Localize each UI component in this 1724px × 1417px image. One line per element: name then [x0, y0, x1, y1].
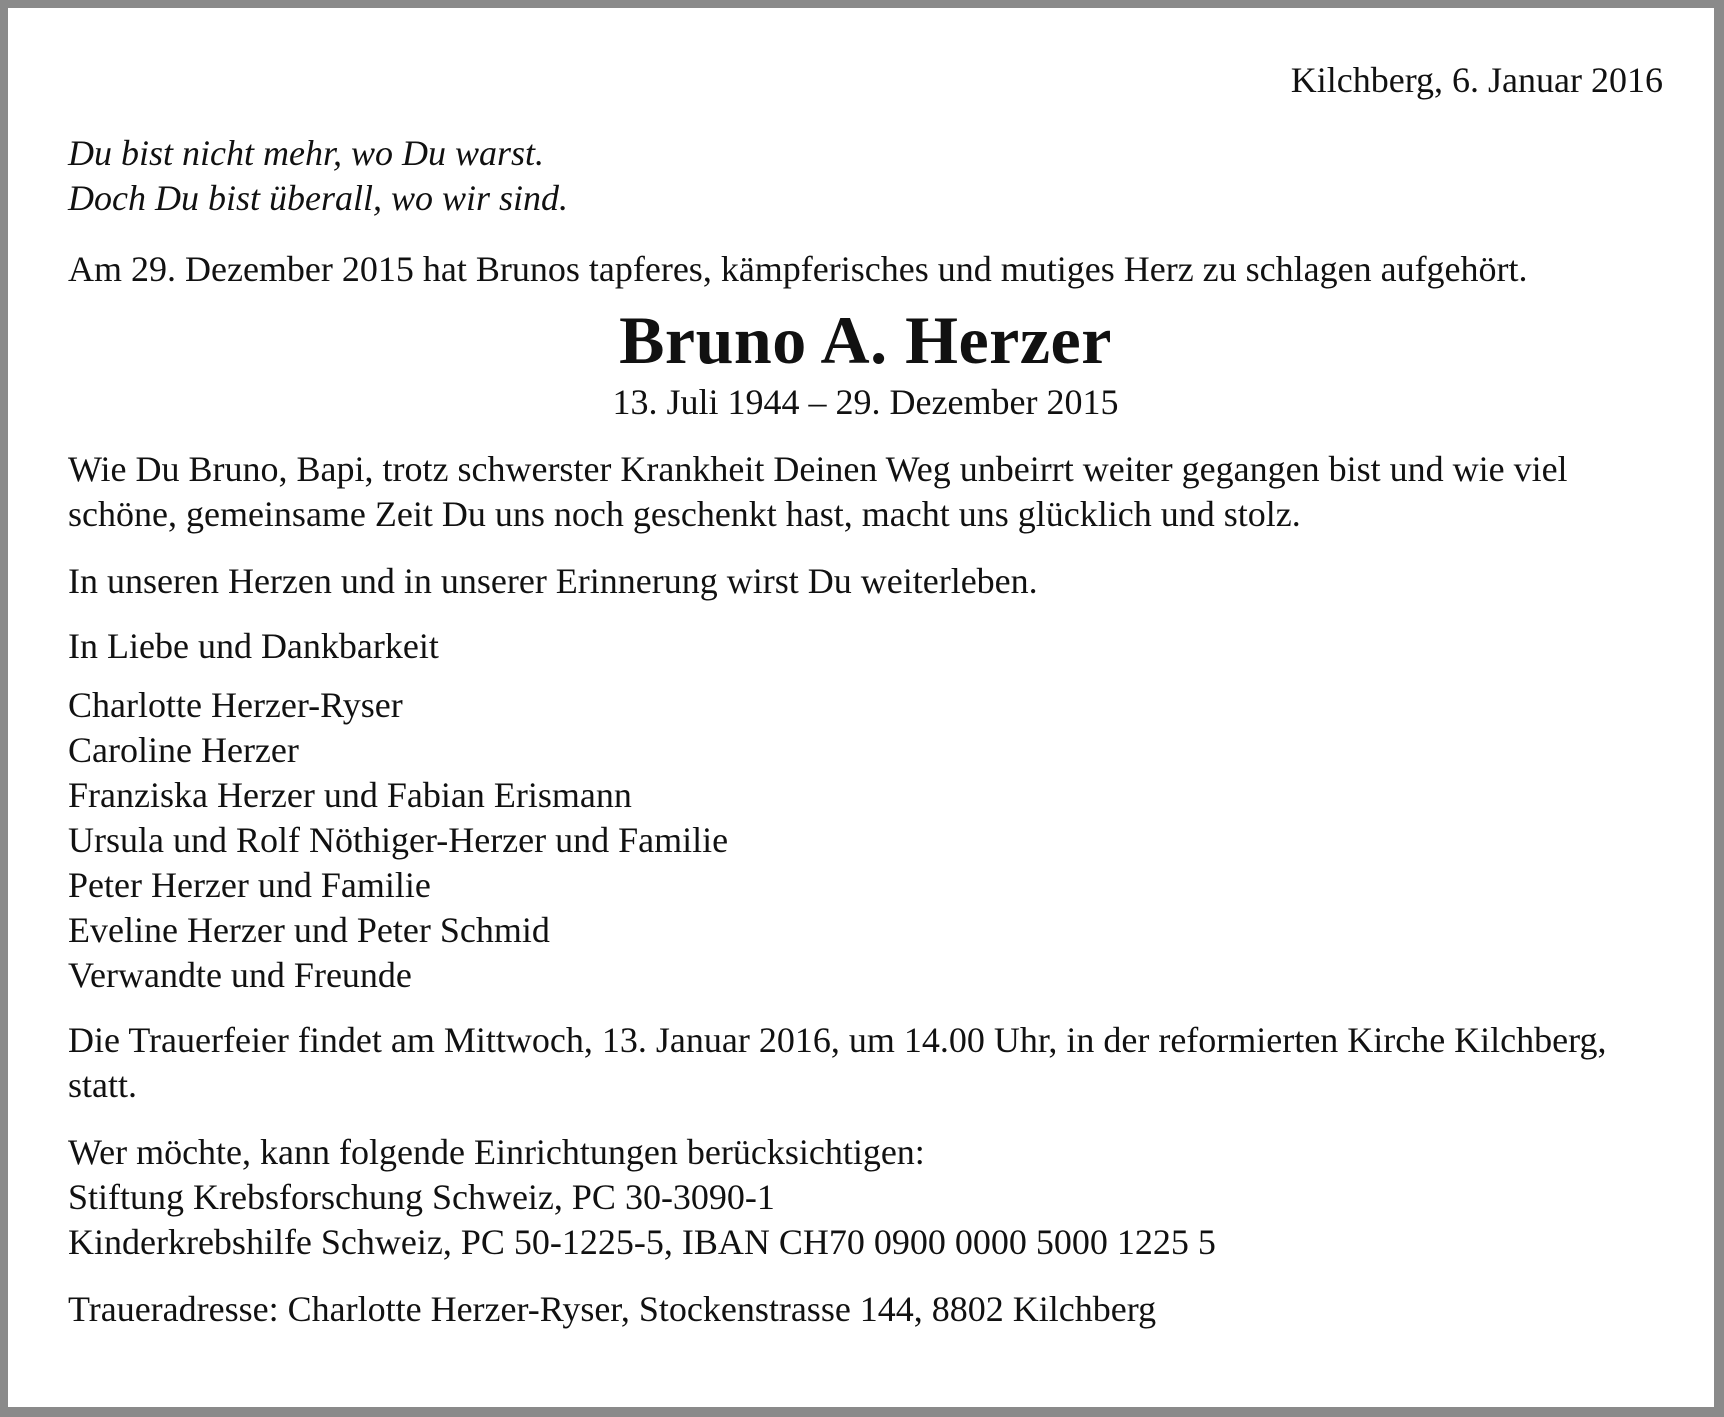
mourning-address: Traueradresse: Charlotte Herzer-Ryser, Stockenstrasse 144, 8802 Kilchberg	[68, 1289, 1157, 1329]
signer: Verwandte und Freunde	[68, 955, 412, 995]
signers-list	[68, 683, 1663, 998]
obituary-notice	[8, 8, 1714, 1407]
signer: Ursula und Rolf Nöthiger-Herzer und Familie	[68, 820, 729, 860]
quote-line-1: Du bist nicht mehr, wo Du warst.	[68, 133, 545, 173]
donations-intro: Wer möchte, kann folgende Einrichtungen berücksichtigen:	[68, 1132, 925, 1172]
death-announcement: Am 29. Dezember 2015 hat Brunos tapferes, kämpferisches und mutiges Herz zu schlagen aufgehört.	[68, 249, 1528, 289]
memorial-quote	[68, 131, 1663, 221]
signer: Eveline Herzer und Peter Schmid	[68, 910, 550, 950]
signer: Charlotte Herzer-Ryser	[68, 685, 403, 725]
memory-paragraph: In unseren Herzen und in unserer Erinnerung wirst Du weiterleben.	[68, 561, 1038, 601]
signer: Caroline Herzer	[68, 730, 299, 770]
ceremony-info: Die Trauerfeier findet am Mittwoch, 13. Januar 2016, um 14.00 Uhr, in der reformierten Kirche Kilchberg, statt.	[68, 1020, 1607, 1105]
place-date: Kilchberg, 6. Januar 2016	[1290, 60, 1663, 100]
deceased-name: Bruno A. Herzer	[619, 302, 1112, 378]
notice-content	[68, 58, 1663, 1332]
quote-line-2: Doch Du bist überall, wo wir sind.	[68, 178, 569, 218]
donation-line: Stiftung Krebsforschung Schweiz, PC 30-3090-1	[68, 1177, 775, 1217]
signer: Franziska Herzer und Fabian Erismann	[68, 775, 632, 815]
life-dates: 13. Juli 1944 – 29. Dezember 2015	[612, 382, 1119, 422]
signer: Peter Herzer und Familie	[68, 865, 431, 905]
donation-line: Kinderkrebshilfe Schweiz, PC 50-1225-5, IBAN CH70 0900 0000 5000 1225 5	[68, 1222, 1216, 1262]
donations-block	[68, 1130, 1663, 1265]
closing-line: In Liebe und Dankbarkeit	[68, 626, 439, 666]
tribute-paragraph: Wie Du Bruno, Bapi, trotz schwerster Krankheit Deinen Weg unbeirrt weiter gegangen bist und wie viel schöne, gemeinsame Zeit Du uns noch geschenkt hast, macht uns glücklich und stolz.	[68, 449, 1568, 534]
